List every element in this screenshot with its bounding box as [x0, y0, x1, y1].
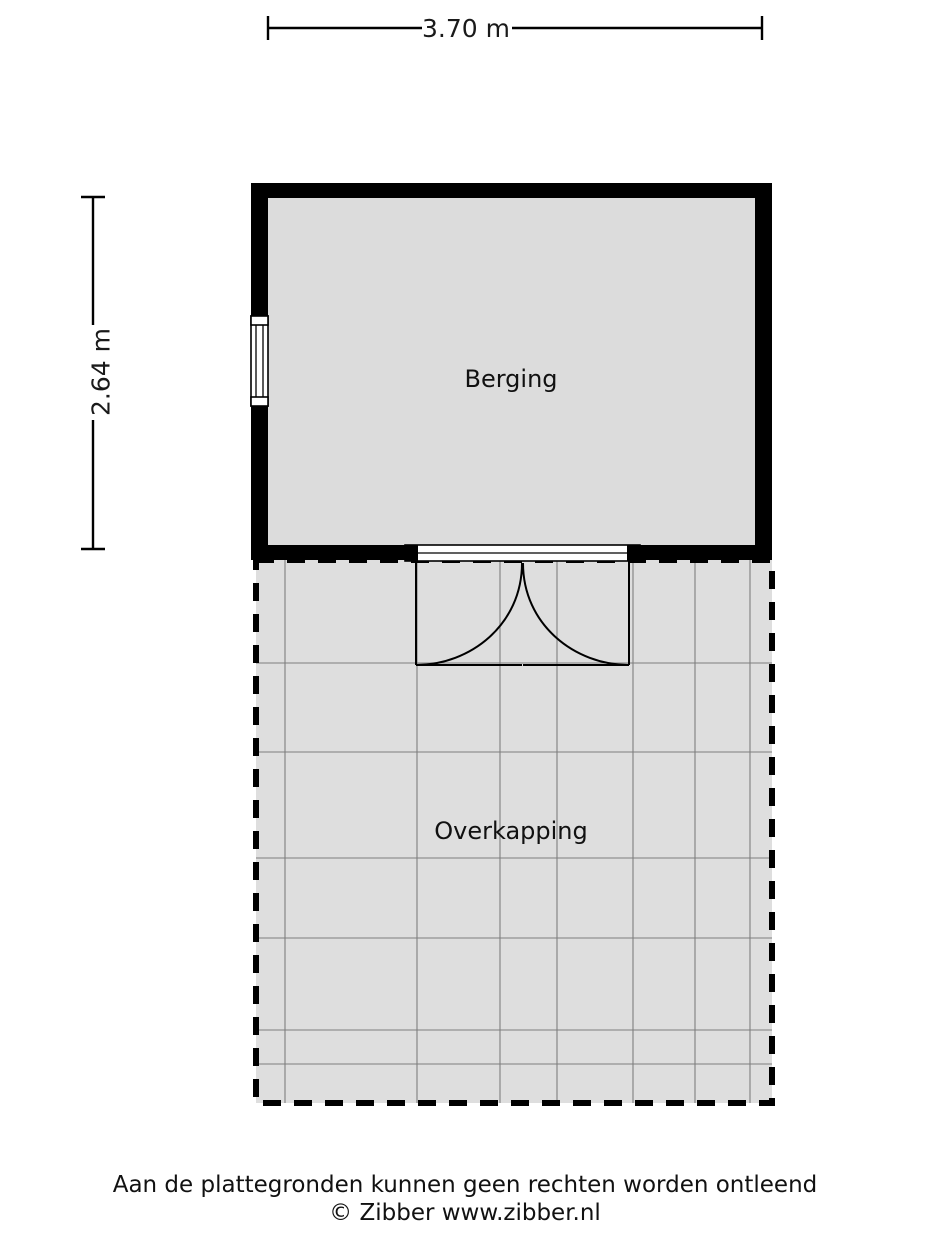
dimension-width-label: 3.70 m	[422, 14, 510, 43]
disclaimer-text: Aan de plattegronden kunnen geen rechten worden ontleend	[112, 1172, 818, 1198]
room-label-overkapping: Overkapping	[434, 817, 588, 845]
room-label-berging: Berging	[464, 365, 558, 393]
dimension-height-label: 2.64 m	[86, 328, 116, 416]
copyright-text: © Zibber www.zibber.nl	[329, 1200, 601, 1226]
window-left-wall	[251, 316, 268, 406]
dimension-top	[268, 16, 762, 40]
